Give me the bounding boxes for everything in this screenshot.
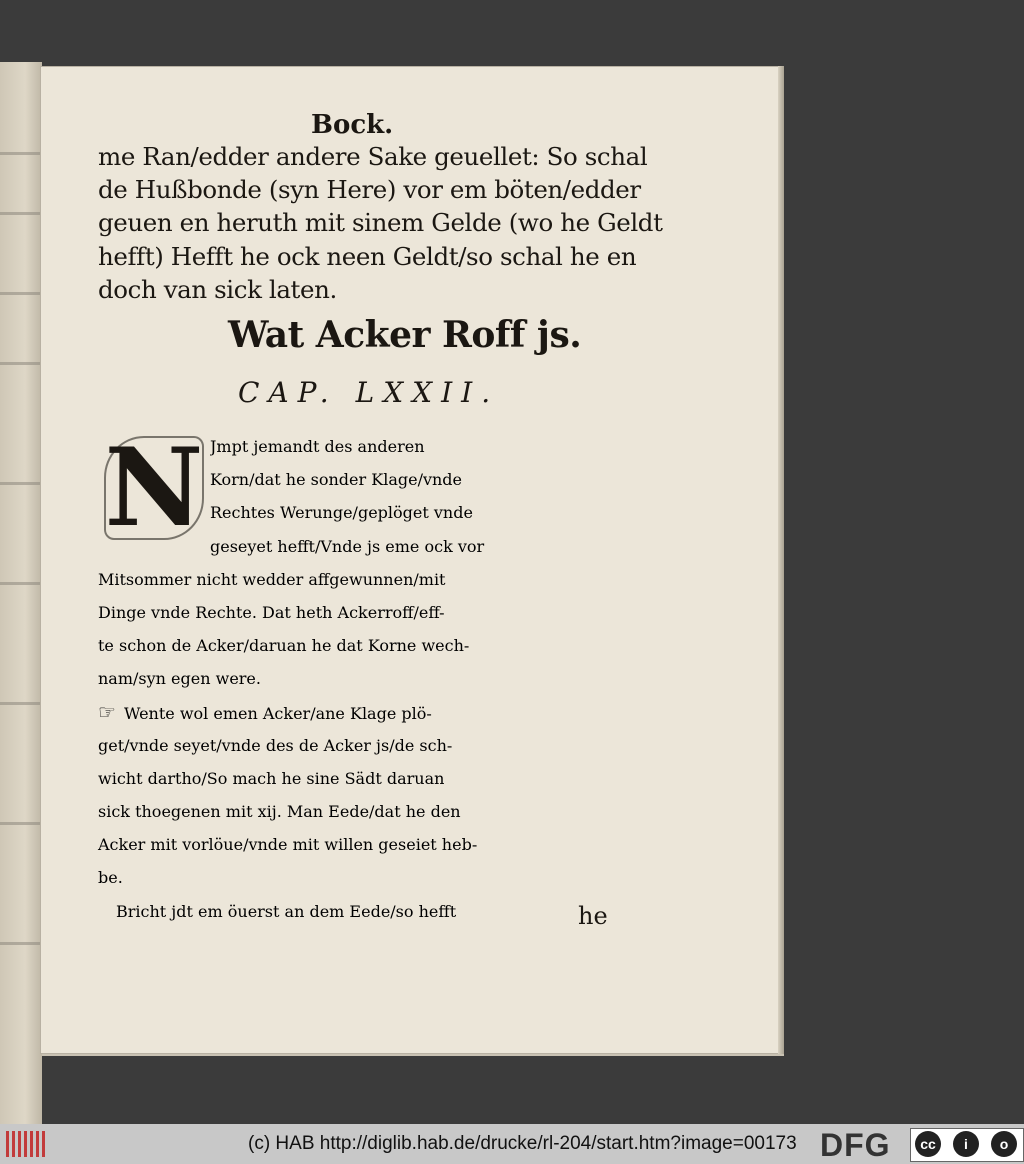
left-page-edge: [0, 62, 42, 1124]
by-icon: i: [953, 1131, 979, 1157]
text-line: Rechtes Werunge/geplöget vnde: [210, 503, 473, 523]
barcode-icon: [6, 1131, 46, 1157]
text-line: te schon de Acker/daruan he dat Korne wech-: [98, 636, 470, 656]
text-line: Dinge vnde Rechte. Dat heth Ackerroff/eff-: [98, 602, 445, 622]
pointing-hand-icon: ☞: [98, 699, 116, 724]
page-edge: [778, 66, 784, 1054]
text-line: geuen en heruth mit sinem Gelde (wo he Geldt: [98, 208, 663, 238]
cc-license-badge[interactable]: [910, 1128, 1024, 1162]
text-line: Acker mit vorlöue/vnde mit willen geseiet heb-: [98, 835, 478, 855]
chapter-number: CAP. LXXII.: [238, 376, 500, 409]
cc-icon: cc: [915, 1131, 941, 1157]
decorated-initial: N: [98, 430, 210, 546]
text-line: Bricht jdt em öuerst an dem Eede/so hefft: [116, 901, 457, 921]
text-line: Korn/dat he sonder Klage/vnde: [210, 470, 463, 490]
paragraph-1: [98, 140, 663, 306]
book-page: [40, 66, 782, 1054]
credit-link[interactable]: (c) HAB http://diglib.hab.de/drucke/rl-204/start.htm?image=00173: [248, 1133, 797, 1154]
text-line: sick thoegenen mit xij. Man Eede/dat he den: [98, 802, 461, 822]
catchword-bottom: he: [578, 902, 608, 930]
text-line: Jmpt jemandt des anderen: [210, 437, 425, 456]
footer-bar: [0, 1124, 1024, 1164]
text-line: hefft) Hefft he ock neen Geldt/so schal he en: [98, 241, 637, 271]
text-line: de Hußbonde (syn Here) vor em böten/edder: [98, 175, 641, 205]
text-line: nam/syn egen were.: [98, 669, 261, 689]
text-line: Mitsommer nicht wedder affgewunnen/mit: [98, 569, 446, 589]
text-line-content: Wente wol emen Acker/ane Klage plö-: [123, 703, 432, 723]
text-line: get/vnde seyet/vnde des de Acker js/de sch-: [98, 735, 453, 755]
sa-icon: o: [991, 1131, 1017, 1157]
text-line: geseyet hefft/Vnde js eme ock vor: [210, 536, 485, 556]
dfg-logo: DFG: [820, 1127, 891, 1163]
text-line: be.: [98, 868, 123, 888]
text-line: doch van sick laten.: [98, 274, 337, 304]
text-line: [98, 696, 618, 729]
text-line: wicht dartho/So mach he sine Sädt daruan: [98, 768, 445, 788]
text-line: me Ran/edder andere Sake geuellet: So schal: [98, 142, 648, 171]
chapter-heading: Wat Acker Roff js.: [228, 314, 582, 356]
catchword-top: Bock.: [311, 110, 394, 140]
